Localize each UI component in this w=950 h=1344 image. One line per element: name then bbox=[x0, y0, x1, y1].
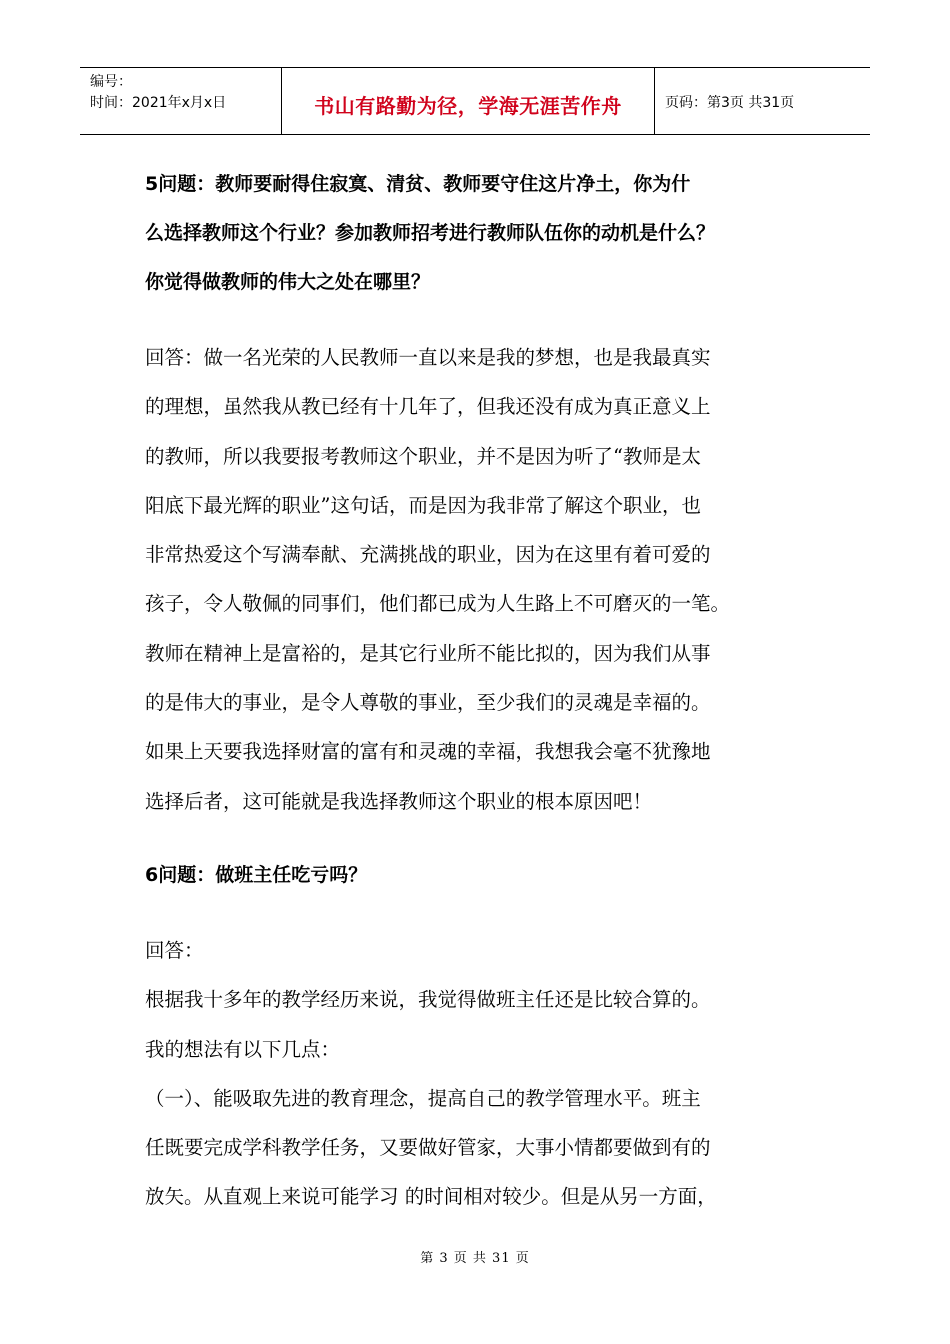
date-label: 时间：2021年x月x日 bbox=[90, 95, 227, 111]
answer-line: 任既要完成学科教学任务，又要做好管家，大事小情都要做到有的 bbox=[145, 1136, 711, 1160]
answer-line: 选择后者，这可能就是我选择教师这个职业的根本原因吧！ bbox=[145, 789, 653, 813]
document-body bbox=[145, 160, 815, 1222]
answer-line: 的是伟大的事业，是令人尊敬的事业，至少我们的灵魂是幸福的。 bbox=[145, 691, 711, 715]
page-info: 页码：第3页 共31页 bbox=[665, 95, 795, 111]
answer-line: 回答： bbox=[145, 938, 204, 962]
answer-5 bbox=[145, 333, 815, 826]
document-header bbox=[80, 67, 870, 135]
question-line: 6问题：做班主任吃亏吗？ bbox=[145, 863, 368, 886]
answer-line: 的教师，所以我要报考教师这个职业，并不是因为听了“教师是太 bbox=[145, 444, 701, 468]
answer-line: 根据我十多年的教学经历来说，我觉得做班主任还是比较合算的。 bbox=[145, 988, 711, 1012]
answer-line: （一）、能吸取先进的教育理念，提高自己的教学管理水平。班主 bbox=[145, 1086, 701, 1110]
header-motto-cell bbox=[282, 68, 655, 134]
number-label: 编号： bbox=[90, 74, 132, 90]
answer-line: 的理想，虽然我从教已经有十几年了，但我还没有成为真正意义上 bbox=[145, 395, 711, 419]
answer-line: 非常热爱这个写满奉献、充满挑战的职业，因为在这里有着可爱的 bbox=[145, 543, 711, 567]
answer-line: 教师在精神上是富裕的，是其它行业所不能比拟的，因为我们从事 bbox=[145, 641, 711, 665]
motto: 书山有路勤为径，学海无涯苦作舟 bbox=[314, 93, 622, 118]
question-6 bbox=[145, 851, 815, 900]
question-line: 5问题：教师要耐得住寂寞、清贫、教师要守住这片净土，你为什 bbox=[145, 173, 691, 195]
answer-line: 回答：做一名光荣的人民教师一直以来是我的梦想，也是我最真实 bbox=[145, 346, 711, 369]
question-line: 你觉得做教师的伟大之处在哪里？ bbox=[145, 271, 431, 293]
question-line: 么选择教师这个行业？参加教师招考进行教师队伍你的动机是什么？ bbox=[145, 222, 716, 244]
header-page-cell bbox=[655, 68, 870, 134]
answer-6 bbox=[145, 926, 815, 1222]
header-meta-cell bbox=[80, 68, 282, 134]
answer-line: 孩子，令人敬佩的同事们，他们都已成为人生路上不可磨灭的一笔。 bbox=[145, 592, 731, 616]
question-5 bbox=[145, 160, 815, 307]
answer-line: 我的想法有以下几点： bbox=[145, 1037, 341, 1061]
page-footer: 第 3 页 共 31 页 bbox=[420, 1251, 530, 1266]
answer-line: 如果上天要我选择财富的富有和灵魂的幸福，我想我会毫不犹豫地 bbox=[145, 740, 711, 764]
answer-line: 阳底下最光辉的职业”这句话，而是因为我非常了解这个职业，也 bbox=[145, 493, 701, 517]
answer-line: 放矢。从直观上来说可能学习 的时间相对较少。但是从另一方面， bbox=[145, 1185, 717, 1209]
